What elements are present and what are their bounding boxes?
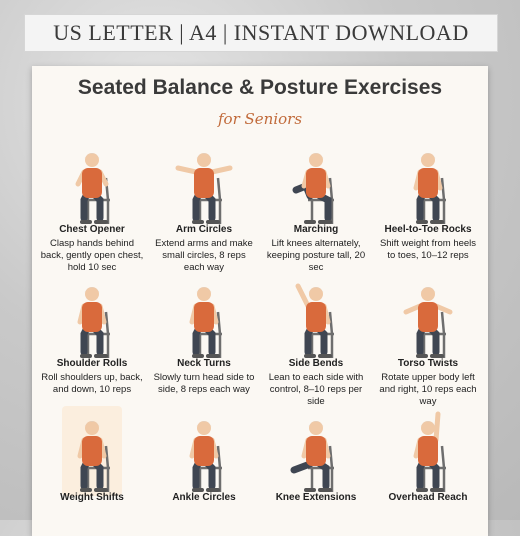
exercise-description: Lift knees alternately, keeping posture tall, 20 sec	[266, 238, 366, 273]
exercise-description: Clasp hands behind back, gently open chest, hold 10 sec	[40, 238, 144, 273]
seated-torso-twists-figure-icon	[398, 272, 458, 362]
exercise-card	[36, 266, 148, 400]
exercise-description: Extend arms and make small circles, 8 reps each way	[155, 238, 253, 273]
exercise-card	[36, 400, 148, 534]
seated-chest-opener-figure-icon	[62, 138, 122, 228]
exercise-name: Neck Turns	[177, 358, 231, 369]
seated-marching-figure-icon	[286, 138, 346, 228]
seated-neck-turns-figure-icon	[174, 272, 234, 362]
exercise-card	[36, 132, 148, 273]
exercise-card	[372, 132, 484, 266]
exercise-card	[148, 132, 260, 273]
seated-side-bends-figure-icon	[286, 272, 346, 362]
poster-title: Seated Balance & Posture Exercises	[77, 76, 443, 99]
exercise-card	[372, 266, 484, 407]
seated-ankle-circles-figure-icon	[174, 406, 234, 496]
seated-knee-extensions-figure-icon	[286, 406, 346, 496]
exercise-card	[372, 400, 484, 534]
exercise-card	[148, 400, 260, 534]
exercise-name: Shoulder Rolls	[56, 358, 128, 369]
seated-heel-toe-figure-icon	[398, 138, 458, 228]
exercise-grid	[36, 132, 484, 534]
exercise-name: Arm Circles	[175, 224, 233, 235]
exercise-name: Ankle Circles	[172, 492, 236, 503]
exercise-name: Side Bends	[288, 358, 344, 369]
exercise-description: Shift weight from heels to toes, 10–12 reps	[379, 238, 477, 261]
exercise-description: Lean to each side with control, 8–10 reps per side	[268, 372, 364, 407]
exercise-card	[260, 132, 372, 273]
exercise-card	[260, 400, 372, 534]
format-banner: US LETTER | A4 | INSTANT DOWNLOAD	[24, 14, 498, 52]
poster-subtitle: for Seniors	[217, 110, 303, 128]
seated-overhead-reach-figure-icon	[398, 406, 458, 496]
exercise-name: Knee Extensions	[275, 492, 357, 503]
exercise-name: Marching	[293, 224, 339, 235]
exercise-name: Overhead Reach	[388, 492, 468, 503]
seated-weight-shifts-figure-icon	[62, 406, 122, 496]
seated-shoulder-rolls-figure-icon	[62, 272, 122, 362]
exercise-name: Torso Twists	[397, 358, 459, 369]
exercise-name: Weight Shifts	[60, 492, 124, 503]
exercise-name: Heel-to-Toe Rocks	[384, 224, 472, 235]
seated-arm-circles-figure-icon	[174, 138, 234, 228]
exercise-description: Slowly turn head side to side, 8 reps each way	[153, 372, 255, 395]
exercise-card	[260, 266, 372, 407]
exercise-card	[148, 266, 260, 400]
exercise-description: Rotate upper body left and right, 10 reps each way	[379, 372, 477, 407]
exercise-description: Roll shoulders up, back, and down, 10 reps	[41, 372, 143, 395]
exercise-name: Chest Opener	[59, 224, 125, 235]
poster-sheet	[32, 66, 488, 536]
